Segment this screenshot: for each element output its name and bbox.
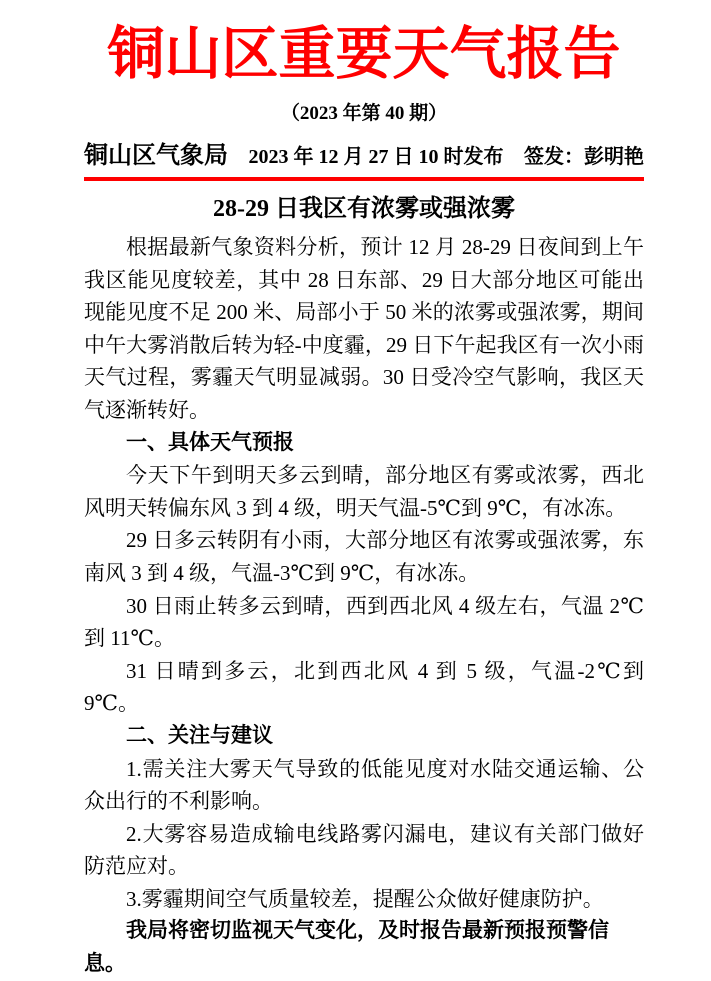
report-headline: 28-29 日我区有浓雾或强浓雾 <box>213 196 515 222</box>
publish-datetime: 2023 年 12 月 27 日 10 时发布 <box>248 146 504 168</box>
forecast-paragraph-30th: 30 日雨止转多云到晴，西到西北风 4 级左右，气温 2℃到 11℃。 <box>84 593 644 651</box>
suggestion-item-2: 2.大雾容易造成输电线路雾闪漏电，建议有关部门做好防范应对。 <box>84 821 644 879</box>
forecast-paragraph-today: 今天下午到明天多云到晴，部分地区有雾或浓雾，西北风明天转偏东风 3 到 4 级，明天气温-5℃到 9℃，有冰冻。 <box>84 463 644 520</box>
publisher-row <box>84 135 644 170</box>
red-divider-rule <box>84 177 644 181</box>
issue-number: （2023 年第 40 期） <box>280 103 448 124</box>
section-2-heading: 二、关注与建议 <box>126 723 273 747</box>
forecast-paragraph-29th: 29 日多云转阴有小雨，大部分地区有浓雾或强浓雾，东南风 3 到 4 级，气温-3℃到 9℃，有冰冻。 <box>84 528 644 585</box>
intro-paragraph: 根据最新气象资料分析，预计 12 月 28-29 日夜间到上午我区能见度较差，其中 28 日东部、29 日大部分地区可能出现能见度不足 200 米、局部小于 50 米的浓雾或强浓雾，期间中午大雾消散后转为轻-中度霾，29 日下午起我区有一次小雨天气过程，雾霾天气明显减弱。30 日受冷空气影响，我区天气逐渐转好。 <box>84 235 644 422</box>
report-body <box>84 231 644 981</box>
suggestion-item-1: 1.需关注大雾天气导致的低能见度对水陆交通运输、公众出行的不利影响。 <box>84 756 644 814</box>
signer-name: 签发：彭明艳 <box>524 146 644 168</box>
section-1-heading: 一、具体天气预报 <box>126 430 294 454</box>
closing-statement: 我局将密切监视天气变化，及时报告最新预报预警信息。 <box>84 919 609 976</box>
forecast-paragraph-31st: 31 日晴到多云，北到西北风 4 到 5 级，气温-2℃到 9℃。 <box>84 658 644 716</box>
publisher-org: 铜山区气象局 <box>84 142 228 169</box>
page-title: 铜山区重要天气报告 <box>107 23 621 86</box>
suggestion-item-3: 3.雾霾期间空气质量较差，提醒公众做好健康防护。 <box>126 886 604 911</box>
